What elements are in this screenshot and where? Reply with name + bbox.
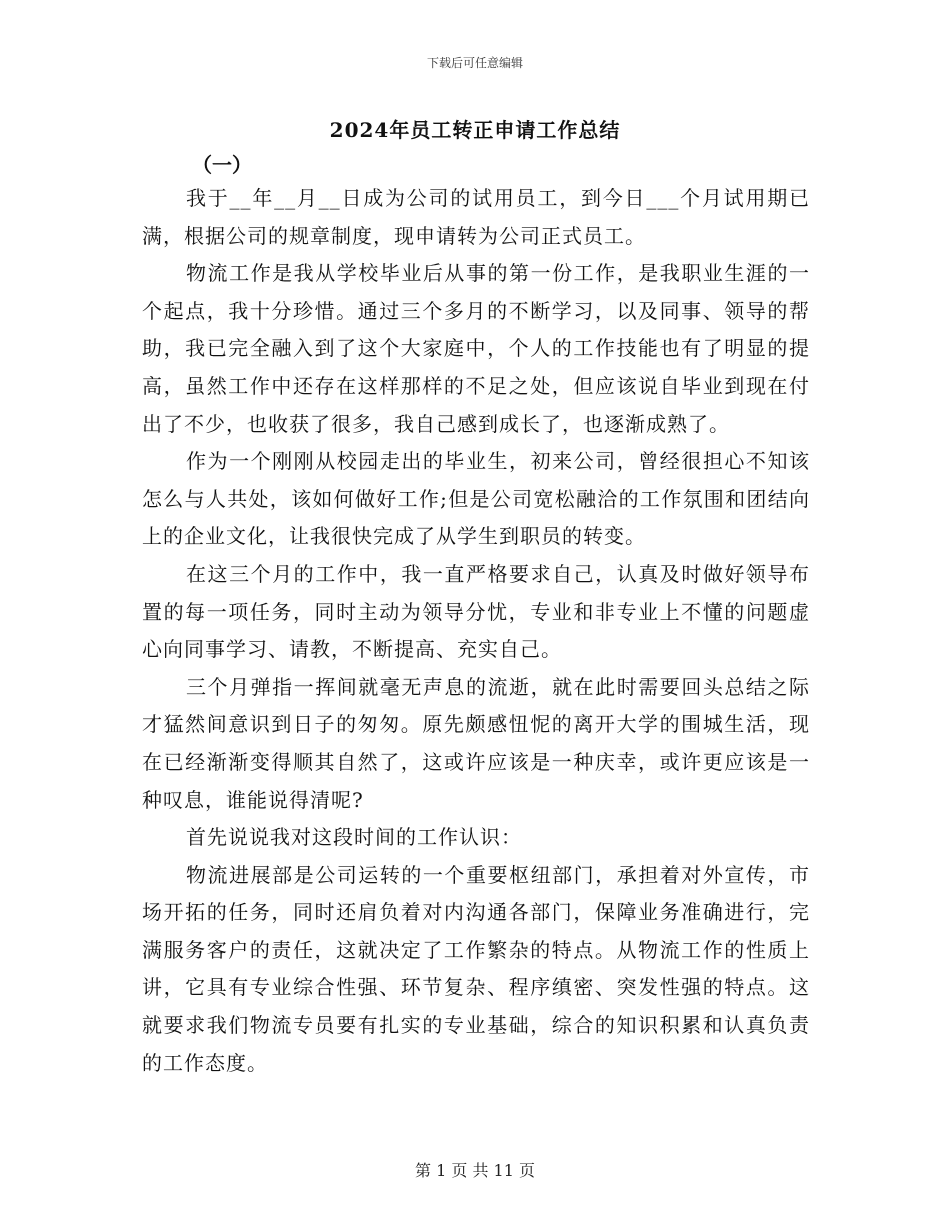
document-body [142, 180, 810, 1082]
paragraph: 我于__年__月__日成为公司的试用员工，到今日___个月试用期已满，根据公司的规章制度，现申请转为公司正式员工。 [142, 186, 810, 248]
paragraph: 物流进展部是公司运转的一个重要枢纽部门，承担着对外宣传，市场开拓的任务，同时还肩负着对内沟通各部门，保障业务准确进行，完满服务客户的责任，这就决定了工作繁杂的特点。从物流工作的性质上讲，它具有专业综合性强、环节复杂、程序缜密、突发性强的特点。这就要求我们物流专员要有扎实的专业基础，综合的知识积累和认真负责的工作态度。 [142, 862, 810, 1075]
paragraph: 在这三个月的工作中，我一直严格要求自己，认真及时做好领导布置的每一项任务，同时主动为领导分忧，专业和非专业上不懂的问题虚心向同事学习、请教，不断提高、充实自己。 [142, 561, 810, 662]
document-title: 2024年员工转正申请工作总结 [329, 118, 621, 142]
page-indicator: 第 1 页 共 11 页 [415, 1161, 535, 1180]
paragraph: 作为一个刚刚从校园走出的毕业生，初来公司，曾经很担心不知该怎么与人共处，该如何做好工作;但是公司宽松融洽的工作氛围和团结向上的企业文化，让我很快完成了从学生到职员的转变。 [142, 449, 810, 549]
section-label: （一） [192, 153, 252, 177]
paragraph: 首先说说我对这段时间的工作认识： [186, 825, 522, 850]
paragraph: 物流工作是我从学校毕业后从事的第一份工作，是我职业生涯的一个起点，我十分珍惜。通过三个多月的不断学习，以及同事、领导的帮助，我已完全融入到了这个大家庭中，个人的工作技能也有了明显的提高，虽然工作中还存在这样那样的不足之处，但应该说自毕业到现在付出了不少，也收获了很多，我自己感到成长了，也逐渐成熟了。 [142, 261, 810, 436]
header-note: 下载后可任意编辑 [426, 56, 523, 70]
paragraph: 三个月弹指一挥间就毫无声息的流逝，就在此时需要回头总结之际才猛然间意识到日子的匆匆。原先颇感忸怩的离开大学的围城生活，现在已经渐渐变得顺其自然了，这或许应该是一种庆幸，或许更应该是一种叹息，谁能说得清呢? [142, 674, 810, 812]
